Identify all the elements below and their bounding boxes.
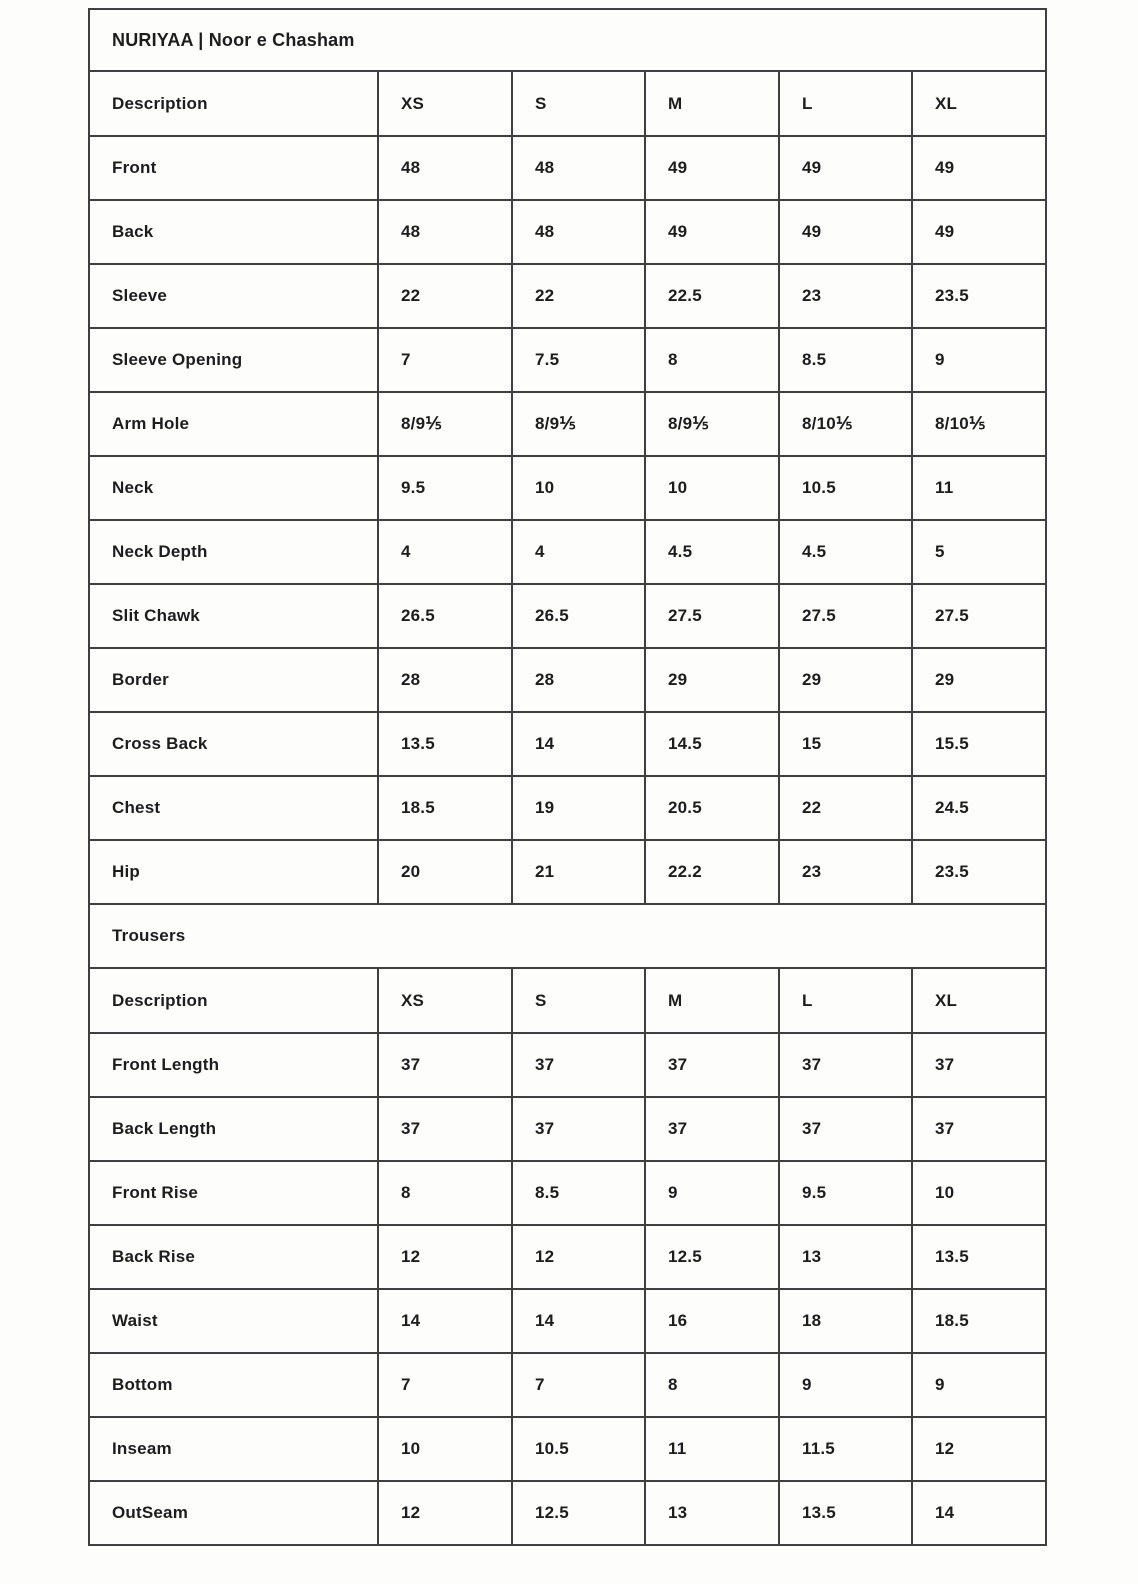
value-cell: 26.5 (378, 584, 512, 648)
value-cell: 8/10⅕ (779, 392, 912, 456)
table-row-sleeve (89, 264, 1046, 328)
value-cell: 48 (512, 200, 645, 264)
value-cell: 13.5 (779, 1481, 912, 1545)
row-label: Back Rise (89, 1225, 378, 1289)
column-header-xl: XL (912, 968, 1046, 1033)
row-label: Sleeve Opening (89, 328, 378, 392)
value-cell: 49 (912, 136, 1046, 200)
value-cell: 13.5 (912, 1225, 1046, 1289)
value-cell: 49 (645, 200, 779, 264)
column-header-s: S (512, 71, 645, 136)
value-cell: 22 (779, 776, 912, 840)
value-cell: 29 (779, 648, 912, 712)
value-cell: 8.5 (512, 1161, 645, 1225)
value-cell: 8/9⅕ (378, 392, 512, 456)
value-cell: 28 (378, 648, 512, 712)
value-cell: 18.5 (912, 1289, 1046, 1353)
value-cell: 29 (645, 648, 779, 712)
value-cell: 9 (645, 1161, 779, 1225)
value-cell: 12.5 (645, 1225, 779, 1289)
value-cell: 13.5 (378, 712, 512, 776)
value-cell: 22.2 (645, 840, 779, 904)
value-cell: 9.5 (779, 1161, 912, 1225)
row-label: Border (89, 648, 378, 712)
value-cell: 14 (512, 1289, 645, 1353)
column-header-m: M (645, 71, 779, 136)
table-title: NURIYAA | Noor e Chasham (89, 9, 1046, 71)
value-cell: 7 (512, 1353, 645, 1417)
table-row-slit-chawk (89, 584, 1046, 648)
value-cell: 8/10⅕ (912, 392, 1046, 456)
value-cell: 9.5 (378, 456, 512, 520)
value-cell: 13 (645, 1481, 779, 1545)
row-label: Front (89, 136, 378, 200)
value-cell: 37 (378, 1033, 512, 1097)
value-cell: 28 (512, 648, 645, 712)
row-label: Hip (89, 840, 378, 904)
value-cell: 27.5 (912, 584, 1046, 648)
value-cell: 14 (912, 1481, 1046, 1545)
table-row-waist (89, 1289, 1046, 1353)
value-cell: 5 (912, 520, 1046, 584)
table-row-outseam (89, 1481, 1046, 1545)
table-row-neck (89, 456, 1046, 520)
value-cell: 10.5 (512, 1417, 645, 1481)
column-header-l: L (779, 968, 912, 1033)
row-label: Chest (89, 776, 378, 840)
value-cell: 12 (912, 1417, 1046, 1481)
column-header-xl: XL (912, 71, 1046, 136)
size-chart-table (88, 8, 1047, 1546)
column-header-m: M (645, 968, 779, 1033)
value-cell: 10 (512, 456, 645, 520)
shirt-header-row (89, 71, 1046, 136)
table-row-front-rise (89, 1161, 1046, 1225)
value-cell: 9 (912, 328, 1046, 392)
value-cell: 37 (512, 1097, 645, 1161)
trousers-header-row (89, 968, 1046, 1033)
title-row (89, 9, 1046, 71)
value-cell: 49 (912, 200, 1046, 264)
value-cell: 27.5 (779, 584, 912, 648)
value-cell: 8/9⅕ (645, 392, 779, 456)
row-label: OutSeam (89, 1481, 378, 1545)
value-cell: 37 (779, 1097, 912, 1161)
value-cell: 12 (378, 1225, 512, 1289)
value-cell: 4.5 (779, 520, 912, 584)
value-cell: 37 (512, 1033, 645, 1097)
column-header-description: Description (89, 968, 378, 1033)
value-cell: 49 (645, 136, 779, 200)
value-cell: 23 (779, 264, 912, 328)
value-cell: 10.5 (779, 456, 912, 520)
value-cell: 14 (378, 1289, 512, 1353)
value-cell: 22 (378, 264, 512, 328)
table-row-back (89, 200, 1046, 264)
column-header-s: S (512, 968, 645, 1033)
value-cell: 11.5 (779, 1417, 912, 1481)
row-label: Neck (89, 456, 378, 520)
row-label: Neck Depth (89, 520, 378, 584)
value-cell: 48 (378, 200, 512, 264)
value-cell: 20.5 (645, 776, 779, 840)
table-row-front-length (89, 1033, 1046, 1097)
value-cell: 11 (645, 1417, 779, 1481)
value-cell: 20 (378, 840, 512, 904)
table-row-sleeve-opening (89, 328, 1046, 392)
value-cell: 27.5 (645, 584, 779, 648)
value-cell: 7.5 (512, 328, 645, 392)
value-cell: 16 (645, 1289, 779, 1353)
table-row-bottom (89, 1353, 1046, 1417)
value-cell: 23 (779, 840, 912, 904)
value-cell: 9 (912, 1353, 1046, 1417)
value-cell: 8 (645, 1353, 779, 1417)
column-header-xs: XS (378, 71, 512, 136)
row-label: Front Rise (89, 1161, 378, 1225)
value-cell: 8/9⅕ (512, 392, 645, 456)
value-cell: 18.5 (378, 776, 512, 840)
value-cell: 23.5 (912, 840, 1046, 904)
value-cell: 26.5 (512, 584, 645, 648)
table-row-cross-back (89, 712, 1046, 776)
value-cell: 9 (779, 1353, 912, 1417)
value-cell: 49 (779, 136, 912, 200)
value-cell: 21 (512, 840, 645, 904)
value-cell: 4 (378, 520, 512, 584)
value-cell: 23.5 (912, 264, 1046, 328)
value-cell: 15 (779, 712, 912, 776)
value-cell: 13 (779, 1225, 912, 1289)
value-cell: 37 (645, 1097, 779, 1161)
section-row (89, 904, 1046, 968)
value-cell: 48 (378, 136, 512, 200)
row-label: Inseam (89, 1417, 378, 1481)
value-cell: 4 (512, 520, 645, 584)
value-cell: 15.5 (912, 712, 1046, 776)
table-row-chest (89, 776, 1046, 840)
row-label: Sleeve (89, 264, 378, 328)
value-cell: 37 (378, 1097, 512, 1161)
row-label: Cross Back (89, 712, 378, 776)
value-cell: 12.5 (512, 1481, 645, 1545)
value-cell: 19 (512, 776, 645, 840)
value-cell: 37 (912, 1033, 1046, 1097)
value-cell: 10 (912, 1161, 1046, 1225)
table-row-front (89, 136, 1046, 200)
row-label: Front Length (89, 1033, 378, 1097)
column-header-xs: XS (378, 968, 512, 1033)
row-label: Arm Hole (89, 392, 378, 456)
value-cell: 37 (779, 1033, 912, 1097)
value-cell: 8 (378, 1161, 512, 1225)
table-row-back-length (89, 1097, 1046, 1161)
row-label: Back (89, 200, 378, 264)
table-row-neck-depth (89, 520, 1046, 584)
value-cell: 12 (378, 1481, 512, 1545)
table-row-hip (89, 840, 1046, 904)
row-label: Waist (89, 1289, 378, 1353)
value-cell: 37 (912, 1097, 1046, 1161)
value-cell: 7 (378, 1353, 512, 1417)
value-cell: 8.5 (779, 328, 912, 392)
value-cell: 12 (512, 1225, 645, 1289)
value-cell: 10 (645, 456, 779, 520)
table-row-border (89, 648, 1046, 712)
value-cell: 29 (912, 648, 1046, 712)
table-row-back-rise (89, 1225, 1046, 1289)
value-cell: 22 (512, 264, 645, 328)
value-cell: 4.5 (645, 520, 779, 584)
value-cell: 14 (512, 712, 645, 776)
column-header-description: Description (89, 71, 378, 136)
table-row-arm-hole (89, 392, 1046, 456)
value-cell: 18 (779, 1289, 912, 1353)
value-cell: 49 (779, 200, 912, 264)
value-cell: 24.5 (912, 776, 1046, 840)
value-cell: 48 (512, 136, 645, 200)
row-label: Back Length (89, 1097, 378, 1161)
value-cell: 11 (912, 456, 1046, 520)
column-header-l: L (779, 71, 912, 136)
value-cell: 22.5 (645, 264, 779, 328)
value-cell: 10 (378, 1417, 512, 1481)
section-title-trousers: Trousers (89, 904, 1046, 968)
value-cell: 14.5 (645, 712, 779, 776)
row-label: Slit Chawk (89, 584, 378, 648)
value-cell: 37 (645, 1033, 779, 1097)
value-cell: 7 (378, 328, 512, 392)
row-label: Bottom (89, 1353, 378, 1417)
value-cell: 8 (645, 328, 779, 392)
table-row-inseam (89, 1417, 1046, 1481)
